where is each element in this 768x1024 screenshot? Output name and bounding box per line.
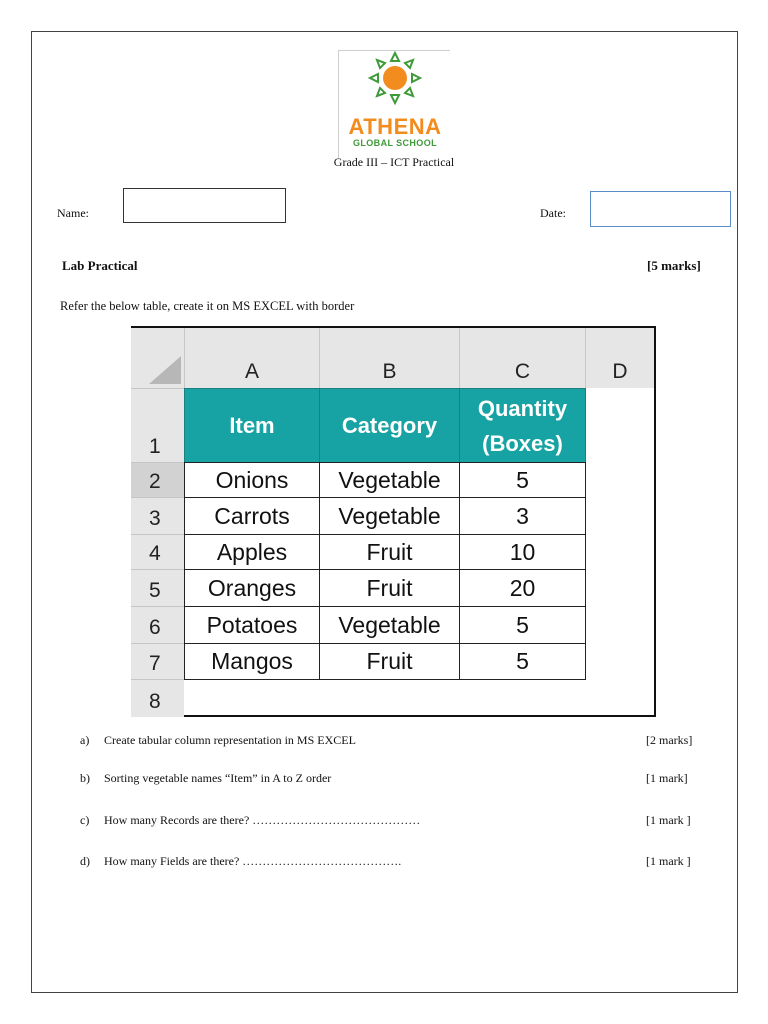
- select-all-corner: [131, 328, 184, 388]
- question-a-marks: [2 marks]: [646, 733, 693, 747]
- instruction-text: Refer the below table, create it on MS EXCEL with border: [60, 299, 355, 313]
- question-d-text: How many Fields are there? ………………………………….: [104, 854, 402, 868]
- row-header-2: 2: [131, 462, 184, 497]
- cell-item: Oranges: [184, 569, 320, 607]
- section-marks: [5 marks]: [647, 258, 701, 273]
- cell-quantity: 5: [459, 462, 586, 498]
- header-quantity-line2: (Boxes): [482, 430, 563, 456]
- header-quantity-line1: Quantity: [477, 395, 568, 421]
- question-c-label: c): [80, 813, 90, 827]
- row-header-8: 8: [131, 679, 184, 717]
- name-field[interactable]: [123, 188, 286, 223]
- cell-category: Fruit: [319, 534, 460, 570]
- column-header-b: B: [319, 328, 459, 388]
- column-header-c: C: [459, 328, 585, 388]
- row-header-7: 7: [131, 643, 184, 679]
- sun-logo-icon: [367, 50, 423, 112]
- question-a-label: a): [80, 733, 90, 747]
- logo-name: ATHENA: [348, 114, 442, 139]
- cell-item: Carrots: [184, 497, 320, 535]
- cell-item: Potatoes: [184, 606, 320, 644]
- spreadsheet-image: [131, 326, 656, 717]
- question-d-marks: [1 mark ]: [646, 854, 691, 868]
- cell-quantity: 20: [459, 569, 586, 607]
- row-header-1: 1: [131, 388, 184, 462]
- row-header-4: 4: [131, 534, 184, 569]
- question-b-label: b): [80, 771, 90, 785]
- cell-quantity: 5: [459, 643, 586, 680]
- name-label: Name:: [57, 206, 89, 220]
- cell-category: Fruit: [319, 569, 460, 607]
- page-subtitle: Grade III – ICT Practical: [333, 155, 455, 169]
- header-cell-category: [319, 388, 460, 463]
- header-item-text: Item: [229, 413, 275, 438]
- row-header-6: 6: [131, 606, 184, 643]
- cell-category: Vegetable: [319, 606, 460, 644]
- cell-category: Fruit: [319, 643, 460, 680]
- column-header-a: A: [184, 328, 319, 388]
- question-b-text: Sorting vegetable names “Item” in A to Z order: [104, 771, 332, 785]
- row-header-5: 5: [131, 569, 184, 606]
- question-d-label: d): [80, 854, 90, 868]
- date-field[interactable]: [590, 191, 731, 227]
- date-label: Date:: [540, 206, 566, 220]
- cell-quantity: 10: [459, 534, 586, 570]
- cell-category: Vegetable: [319, 497, 460, 535]
- cell-quantity: 3: [459, 497, 586, 535]
- column-header-d: D: [585, 328, 654, 388]
- question-a-text: Create tabular column representation in MS EXCEL: [104, 733, 356, 747]
- question-c-text: How many Records are there? ……………………………………: [104, 813, 421, 827]
- header-cell-quantity: [459, 388, 586, 463]
- question-c-marks: [1 mark ]: [646, 813, 691, 827]
- cell-item: Apples: [184, 534, 320, 570]
- cell-quantity: 5: [459, 606, 586, 644]
- logo-subtitle: GLOBAL SCHOOL: [352, 138, 438, 148]
- row-header-3: 3: [131, 497, 184, 534]
- header-cell-item: [184, 388, 320, 463]
- cell-item: Mangos: [184, 643, 320, 680]
- header-category-text: Category: [341, 413, 438, 438]
- cell-category: Vegetable: [319, 462, 460, 498]
- cell-item: Onions: [184, 462, 320, 498]
- question-b-marks: [1 mark]: [646, 771, 688, 785]
- section-title: Lab Practical: [62, 258, 138, 273]
